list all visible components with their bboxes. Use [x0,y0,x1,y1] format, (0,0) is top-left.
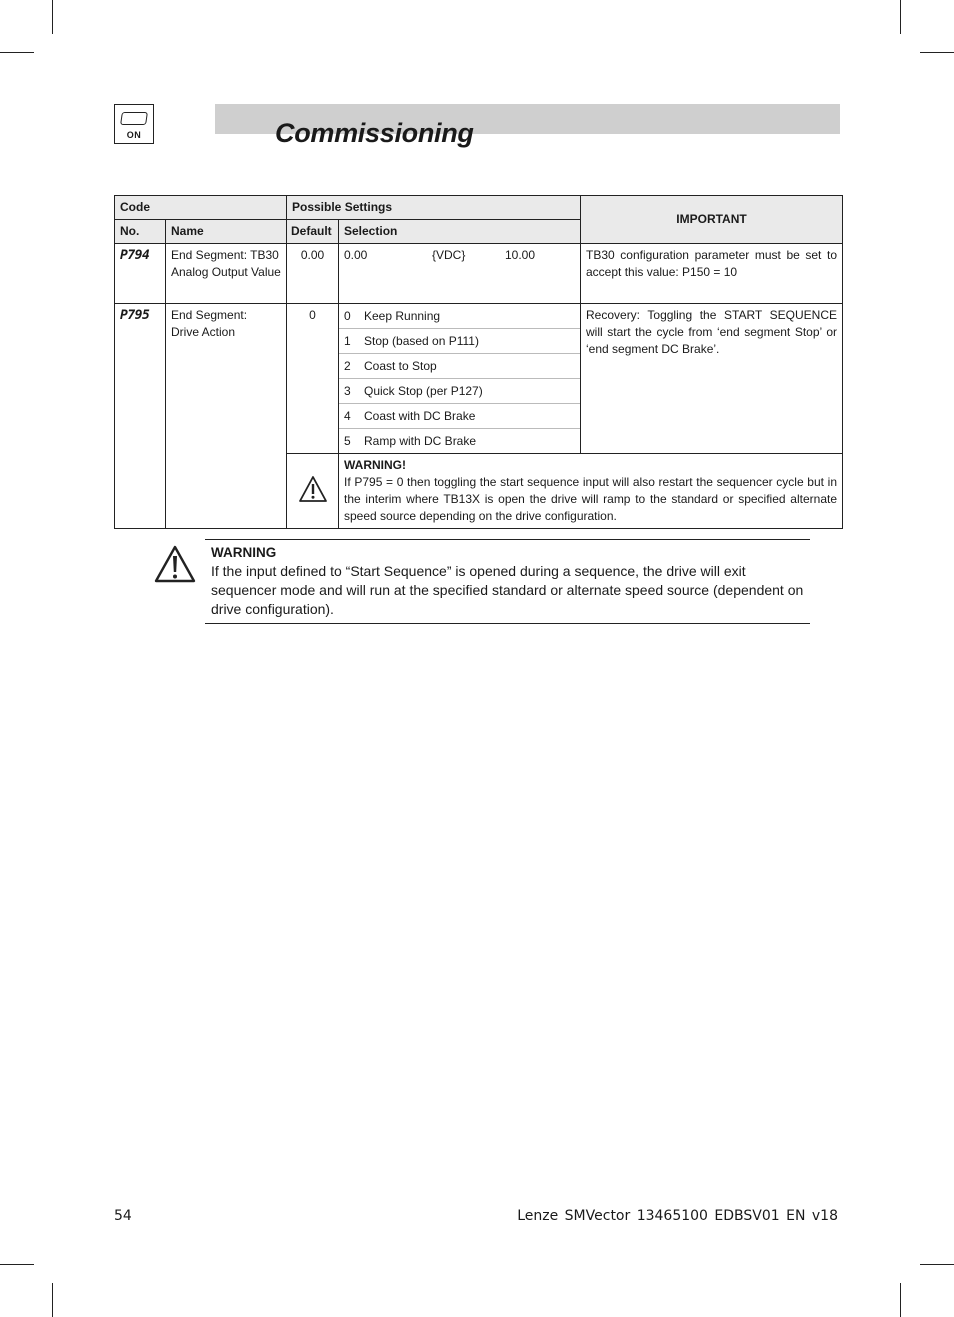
option-number: 0 [344,309,351,323]
crop-mark [52,1283,53,1317]
table-warning [339,454,843,529]
crop-mark [52,0,53,34]
header-important: IMPORTANT [581,196,843,244]
option-label: Ramp with DC Brake [364,434,477,448]
parameter-table [114,195,843,529]
option-number: 4 [344,409,351,423]
header-no: No. [115,220,166,244]
header-code: Code [115,196,287,220]
on-switch-label: ON [126,130,142,140]
option-label: Coast to Stop [364,359,437,373]
header-possible-settings: Possible Settings [287,196,581,220]
on-switch-icon [114,104,154,144]
option-number: 2 [344,359,351,373]
option-item [339,304,580,329]
parameter-code: P794 [120,248,150,263]
parameter-important: TB30 configuration parameter must be set to accept this value: P150 = 10 [581,244,843,304]
header-selection: Selection [339,220,581,244]
selection-unit: {VDC} [432,248,466,262]
parameter-code: P795 [120,308,150,323]
option-label: Stop (based on P111) [364,334,479,348]
table-header-row [115,196,843,220]
parameter-name [166,304,287,529]
crop-mark [920,52,954,53]
warning-icon [287,454,339,529]
option-label: Keep Running [364,309,441,323]
page-number: 54 [114,1208,132,1224]
table-warning-text: If P795 = 0 then toggling the start sequence input will also restart the sequencer cycle but in the interim where TB13X is open the drive will ramp to the standard or specified alternate speed source depending on the drive configuration. [344,475,837,523]
parameter-selection [339,244,581,304]
parameter-default: 0 [287,304,339,454]
option-number: 5 [344,434,351,448]
warning-icon [154,545,196,583]
option-label: Quick Stop (per P127) [364,384,483,398]
warning-title: WARNING [211,545,277,560]
option-item [339,404,580,429]
selection-max: 10.00 [505,248,536,262]
option-label: Coast with DC Brake [364,409,476,423]
warning-block [205,539,810,624]
option-item [339,379,580,404]
crop-mark [0,1264,34,1265]
parameter-default: 0.00 [287,244,339,304]
page-title: Commissioning [275,118,474,148]
crop-mark [920,1264,954,1265]
document-reference: Lenze SMVector 13465100 EDBSV01 EN v18 [517,1208,838,1224]
crop-mark [900,1283,901,1317]
parameter-important: Recovery: Toggling the START SEQUENCE will start the cycle from ‘end segment Stop’ or ‘end segment DC Brake’. [581,304,843,454]
crop-mark [900,0,901,34]
option-number: 1 [344,334,351,348]
header-name: Name [166,220,287,244]
option-item [339,429,580,453]
option-number: 3 [344,384,351,398]
table-row [115,244,843,304]
parameter-name: End Segment: TB30 Analog Output Value [166,244,287,304]
table-warning-title: WARNING! [344,458,406,472]
selection-min: 0.00 [344,248,368,262]
table-row [115,304,843,454]
option-item [339,329,580,354]
parameter-name-line: End Segment: [171,308,248,322]
header-default: Default [287,220,339,244]
parameter-options [339,304,581,454]
crop-mark [0,52,34,53]
option-item [339,354,580,379]
parameter-name-line: Drive Action [171,325,236,339]
warning-text: If the input defined to “Start Sequence” is opened during a sequence, the drive will exit sequencer mode and will run at the specified standard or alternate speed source (dependent on drive configuration). [211,563,804,617]
